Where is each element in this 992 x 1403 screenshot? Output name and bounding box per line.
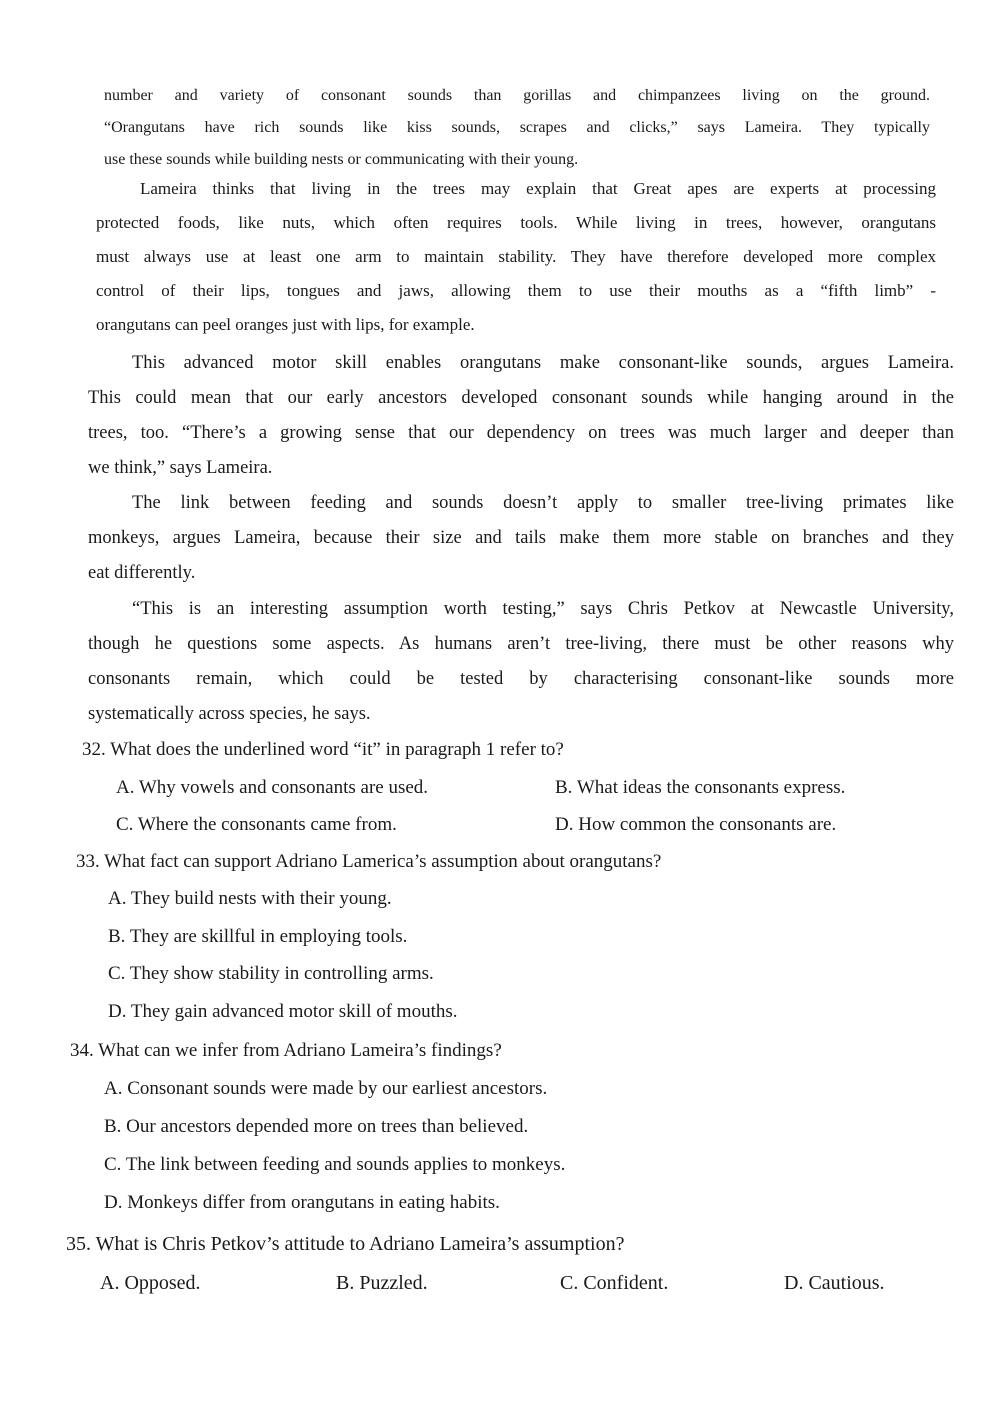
question-32-option-b: B. What ideas the consonants express.: [555, 777, 846, 798]
passage-paragraph-4: [88, 486, 954, 591]
question-33-option-b: B. They are skillful in employing tools.: [108, 926, 408, 947]
question-32-stem: 32. What does the underlined word “it” in paragraph 1 refer to?: [82, 739, 564, 760]
question-34-option-a: A. Consonant sounds were made by our earliest ancestors.: [104, 1078, 548, 1099]
question-32-option-d: D. How common the consonants are.: [555, 814, 837, 835]
question-33-option-d: D. They gain advanced motor skill of mouths.: [108, 1001, 458, 1022]
text-line: This advanced motor skill enables orangutans make consonant-like sounds, argues Lameira.: [132, 353, 954, 373]
text-line: systematically across species, he says.: [88, 704, 371, 724]
text-line: use these sounds while building nests or communicating with their young.: [104, 151, 579, 168]
question-32-option-a: A. Why vowels and consonants are used.: [116, 777, 429, 798]
question-34-option-b: B. Our ancestors depended more on trees than believed.: [104, 1116, 529, 1137]
question-34-stem: 34. What can we infer from Adriano Lameira’s findings?: [70, 1040, 502, 1061]
text-line: monkeys, argues Lameira, because their size and tails make them more stable on branches and they: [88, 528, 954, 548]
question-33-option-c: C. They show stability in controlling arms.: [108, 963, 434, 984]
text-line: “Orangutans have rich sounds like kiss sounds, scrapes and clicks,” says Lameira. They typically: [104, 119, 930, 136]
text-line: control of their lips, tongues and jaws, allowing them to use their mouths as a “fifth limb” -: [96, 281, 936, 300]
question-33-stem: 33. What fact can support Adriano Lamerica’s assumption about orangutans?: [76, 851, 662, 872]
text-line: number and variety of consonant sounds than gorillas and chimpanzees living on the ground.: [104, 87, 930, 104]
passage-paragraph-2: [96, 172, 936, 342]
text-line: Lameira thinks that living in the trees may explain that Great apes are experts at processing: [140, 179, 936, 198]
question-34-option-d: D. Monkeys differ from orangutans in eating habits.: [104, 1192, 500, 1213]
text-line: eat differently.: [88, 563, 196, 583]
question-35-stem: 35. What is Chris Petkov’s attitude to Adriano Lameira’s assumption?: [66, 1233, 625, 1255]
text-line: though he questions some aspects. As humans aren’t tree-living, there must be other reasons why: [88, 634, 954, 654]
question-35-option-b: B. Puzzled.: [336, 1272, 428, 1294]
text-line: consonants remain, which could be tested by characterising consonant-like sounds more: [88, 669, 954, 689]
question-32-option-c: C. Where the consonants came from.: [116, 814, 397, 835]
passage-paragraph-3: [88, 346, 954, 486]
text-line: we think,” says Lameira.: [88, 458, 273, 478]
question-35-option-a: A. Opposed.: [100, 1272, 201, 1294]
question-34-option-c: C. The link between feeding and sounds applies to monkeys.: [104, 1154, 566, 1175]
text-line: This could mean that our early ancestors developed consonant sounds while hanging around in the: [88, 388, 954, 408]
question-35-option-d: D. Cautious.: [784, 1272, 885, 1294]
text-line: “This is an interesting assumption worth testing,” says Chris Petkov at Newcastle University,: [132, 599, 954, 619]
passage-paragraph-1: [104, 80, 930, 176]
text-line: must always use at least one arm to maintain stability. They have therefore developed more complex: [96, 247, 936, 266]
text-line: protected foods, like nuts, which often requires tools. While living in trees, however, orangutans: [96, 213, 936, 232]
question-35-option-c: C. Confident.: [560, 1272, 669, 1294]
passage-paragraph-5: [88, 592, 954, 732]
text-line: The link between feeding and sounds doesn’t apply to smaller tree-living primates like: [132, 493, 954, 513]
text-line: orangutans can peel oranges just with lips, for example.: [96, 315, 475, 334]
text-line: trees, too. “There’s a growing sense that our dependency on trees was much larger and deeper than: [88, 423, 954, 443]
question-33-option-a: A. They build nests with their young.: [108, 888, 392, 909]
